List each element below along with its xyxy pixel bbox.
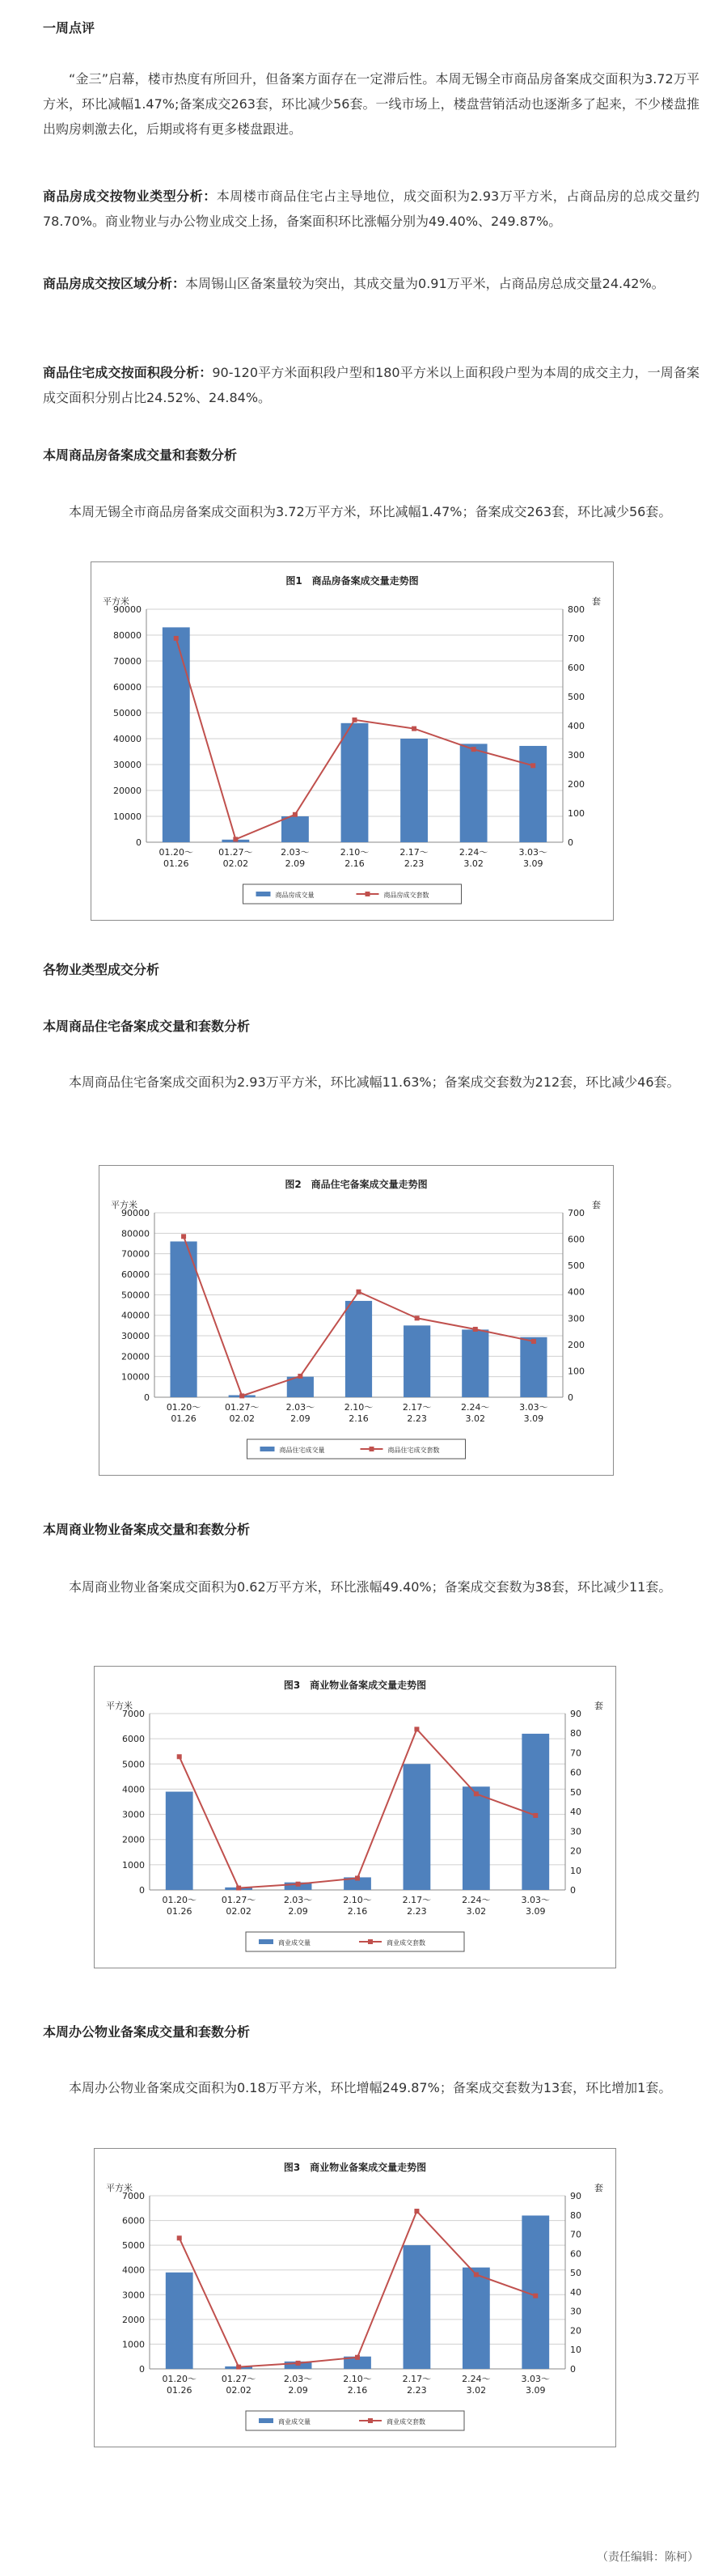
- section-title: 一周点评: [43, 20, 95, 36]
- x-tick-label: 2.17～: [402, 1402, 432, 1413]
- x-tick-label: 2.17～: [402, 2374, 432, 2384]
- legend-label: 商品房成交套数: [383, 892, 429, 899]
- chart-svg: [95, 1667, 615, 1968]
- analysis-text: 本周锡山区备案量较为突出，其成交量为0.91万平米，占商品房总成交量24.42%。: [185, 276, 665, 291]
- x-tick-label: 2.23: [407, 2385, 427, 2396]
- analysis-text: 90-120平方米面积段户型和180平方米以上面积段户型为本周的成交主力，一周备案成交面积分别占比24.52%、24.84%。: [43, 365, 699, 405]
- x-tick-label: 02.02: [226, 2385, 251, 2396]
- y-tick-label: 90000: [121, 1208, 150, 1218]
- bar: [404, 1325, 430, 1397]
- y2-tick-label: 20: [570, 1845, 581, 1857]
- y2-tick-label: 400: [568, 1286, 585, 1298]
- line-point: [353, 718, 357, 722]
- x-tick-label: 3.09: [526, 2385, 546, 2396]
- line-point: [533, 2294, 538, 2298]
- x-tick-label: 2.16: [344, 858, 365, 869]
- y-tick-label: 40000: [113, 734, 142, 744]
- x-tick-label: 2.24～: [459, 847, 488, 858]
- x-tick-label: 02.02: [222, 858, 249, 869]
- y2-tick-label: 0: [568, 837, 573, 848]
- y2-tick-label: 50: [570, 1786, 581, 1798]
- chart-1: [91, 561, 614, 921]
- chart-2: [99, 1165, 614, 1476]
- x-tick-label: 2.24～: [462, 2374, 491, 2384]
- y-tick-label: 30000: [113, 760, 142, 770]
- section-heading: 本周办公物业备案成交量和套数分析: [43, 2024, 251, 2040]
- x-tick-label: 3.02: [463, 858, 484, 869]
- x-tick-label: 2.10～: [343, 2374, 372, 2384]
- line-point: [357, 1290, 361, 1294]
- y2-tick-label: 80: [570, 2210, 581, 2221]
- x-tick-label: 3.03～: [521, 1895, 551, 1905]
- bar: [341, 723, 369, 842]
- y-tick-label: 6000: [122, 2215, 145, 2226]
- y2-tick-label: 60: [570, 2248, 581, 2260]
- analysis-lead: 商品房成交按区域分析：: [43, 276, 186, 291]
- line-point: [412, 727, 416, 731]
- y-tick-label: 60000: [121, 1269, 150, 1280]
- legend-swatch-bar: [259, 2418, 273, 2423]
- line-point: [415, 1316, 420, 1320]
- y2-tick-label: 100: [568, 808, 585, 819]
- x-tick-label: 01.27～: [221, 2374, 256, 2384]
- y-tick-label: 7000: [122, 2191, 145, 2201]
- x-tick-label: 2.23: [407, 1906, 427, 1917]
- y-tick-label: 1000: [122, 1859, 145, 1871]
- section-heading: 本周商业物业备案成交量和套数分析: [43, 1522, 251, 1537]
- bar: [166, 1792, 193, 1890]
- x-tick-label: 2.23: [404, 858, 425, 869]
- y2-tick-label: 70: [570, 1748, 581, 1759]
- x-tick-label: 01.26: [171, 1413, 197, 1424]
- line-point: [293, 812, 298, 817]
- section-paragraph: 本周无锡全市商品房备案成交面积为3.72万平方米，环比减幅1.47%；备案成交263套，环比减少56套。: [69, 504, 672, 519]
- chart-title: 图1 商品房备案成交量走势图: [285, 575, 419, 587]
- x-tick-label: 01.27～: [221, 1895, 256, 1905]
- x-tick-label: 01.20～: [166, 1402, 201, 1413]
- chart-4: [94, 2148, 616, 2447]
- y-tick-label: 90000: [113, 604, 142, 615]
- bar: [166, 2273, 193, 2369]
- x-tick-label: 2.09: [288, 1906, 308, 1917]
- analysis-lead: 商品住宅成交按面积段分析：: [43, 365, 213, 380]
- section-heading: 本周商品房备案成交量和套数分析: [43, 447, 238, 463]
- x-tick-label: 2.23: [407, 1413, 427, 1424]
- line-point: [533, 1813, 538, 1818]
- y-tick-label: 4000: [122, 1784, 145, 1795]
- y2-tick-label: 30: [570, 2306, 581, 2317]
- y2-tick-label: 800: [568, 604, 585, 615]
- y-tick-label: 20000: [113, 786, 142, 796]
- y2-tick-label: 40: [570, 1807, 581, 1818]
- y-tick-label: 30000: [121, 1331, 150, 1341]
- y2-tick-label: 30: [570, 1826, 581, 1837]
- y2-tick-label: 500: [568, 1260, 585, 1272]
- legend-label: 商业成交套数: [387, 2418, 425, 2426]
- y2-axis-unit: 套: [594, 1701, 603, 1711]
- chart-title: 图2 商品住宅备案成交量走势图: [285, 1179, 428, 1190]
- line-point: [177, 1754, 182, 1759]
- bar: [460, 744, 488, 842]
- y-tick-label: 70000: [121, 1248, 150, 1260]
- x-tick-label: 01.26: [166, 1906, 192, 1917]
- intro-paragraph: “金三”启幕，楼市热度有所回升，但备案方面存在一定滞后性。本周无锡全市商品房备案成交面积为3.72万平方米，环比减幅1.47%;备案成交263套，环比减少56套。一线市场上，楼盘营销活动也逐渐多了起来，不少楼盘推出购房刺激去化，后期或将有更多楼盘跟进。: [43, 71, 699, 137]
- line-point: [474, 2272, 479, 2277]
- chart-title: 图3 商业物业备案成交量走势图: [283, 1680, 427, 1691]
- y-tick-label: 3000: [122, 1809, 145, 1820]
- y-axis-unit: 平方米: [106, 2183, 133, 2193]
- y-tick-label: 80000: [113, 630, 142, 641]
- x-tick-label: 01.20～: [158, 847, 194, 858]
- x-tick-label: 01.26: [166, 2385, 192, 2396]
- y2-tick-label: 0: [570, 2364, 576, 2375]
- bar: [463, 1786, 490, 1890]
- y2-tick-label: 70: [570, 2229, 581, 2240]
- y-tick-label: 2000: [122, 1834, 145, 1845]
- y2-tick-label: 100: [568, 1366, 585, 1377]
- y2-tick-label: 300: [568, 750, 585, 761]
- y-tick-label: 7000: [122, 1709, 145, 1719]
- x-tick-label: 2.10～: [340, 847, 370, 858]
- y2-tick-label: 700: [568, 1208, 585, 1218]
- y2-tick-label: 0: [570, 1885, 576, 1896]
- y2-tick-label: 300: [568, 1313, 585, 1324]
- chart-3: [94, 1666, 616, 1968]
- y-axis-unit: 平方米: [106, 1701, 133, 1711]
- line-point: [236, 1886, 241, 1891]
- line-point: [355, 1875, 360, 1880]
- legend-swatch-bar: [256, 892, 271, 896]
- legend-swatch-point: [368, 1939, 373, 1944]
- analysis-text: 本周楼市商品住宅占主导地位，成交面积为2.93万平方米，占商品房的总成交量约78.70%。商业物业与办公物业成交上扬，备案面积环比涨幅分别为49.40%、249.87%。: [43, 189, 699, 229]
- x-tick-label: 01.26: [163, 858, 189, 869]
- y-tick-label: 40000: [121, 1310, 150, 1321]
- x-tick-label: 3.03～: [521, 2374, 551, 2384]
- legend-label: 商品住宅成交量: [279, 1447, 325, 1454]
- x-tick-label: 3.02: [466, 2385, 487, 2396]
- section-heading: 各物业类型成交分析: [43, 962, 160, 977]
- y-tick-label: 60000: [113, 682, 142, 693]
- x-tick-label: 01.27～: [218, 847, 253, 858]
- line-point: [355, 2355, 360, 2360]
- y-tick-label: 0: [144, 1392, 150, 1403]
- bar: [404, 1764, 431, 1890]
- y2-tick-label: 600: [568, 1234, 585, 1245]
- y-tick-label: 10000: [121, 1371, 150, 1383]
- y2-tick-label: 50: [570, 2268, 581, 2279]
- line-point: [239, 1393, 244, 1398]
- line-point: [296, 1882, 301, 1887]
- x-tick-label: 3.03～: [519, 1402, 548, 1413]
- bar: [520, 1337, 547, 1397]
- line-point: [296, 2361, 301, 2366]
- x-tick-label: 2.03～: [285, 1402, 315, 1413]
- x-tick-label: 3.09: [523, 1413, 544, 1424]
- y-tick-label: 5000: [122, 1759, 145, 1770]
- y2-axis-unit: 套: [592, 596, 601, 607]
- analysis-property-type: [43, 184, 699, 234]
- x-tick-label: 01.20～: [162, 2374, 197, 2384]
- x-tick-label: 02.02: [229, 1413, 255, 1424]
- x-tick-label: 2.03～: [283, 1895, 313, 1905]
- legend-swatch-bar: [259, 1939, 273, 1944]
- y-tick-label: 0: [136, 837, 142, 848]
- legend-label: 商业成交量: [278, 1939, 311, 1947]
- legend-swatch-bar: [260, 1447, 275, 1451]
- x-tick-label: 2.16: [347, 1906, 368, 1917]
- y2-axis-unit: 套: [592, 1200, 601, 1210]
- x-tick-label: 3.03～: [518, 847, 547, 858]
- chart-svg: [99, 1166, 613, 1475]
- y2-tick-label: 60: [570, 1767, 581, 1778]
- bar: [463, 2268, 490, 2369]
- y-axis-unit: 平方米: [103, 596, 129, 607]
- x-tick-label: 2.10～: [343, 1895, 372, 1905]
- y-tick-label: 0: [139, 2364, 145, 2375]
- bar: [462, 1329, 488, 1397]
- line-point: [414, 1727, 419, 1731]
- legend-label: 商品住宅成交套数: [387, 1447, 440, 1454]
- x-tick-label: 2.10～: [344, 1402, 374, 1413]
- analysis-area-band: [43, 360, 699, 410]
- x-tick-label: 2.03～: [283, 2374, 313, 2384]
- x-tick-label: 3.09: [522, 858, 543, 869]
- y-tick-label: 20000: [121, 1351, 150, 1362]
- x-tick-label: 2.17～: [399, 847, 429, 858]
- y-tick-label: 2000: [122, 2314, 145, 2325]
- y2-tick-label: 20: [570, 2325, 581, 2337]
- y-tick-label: 6000: [122, 1734, 145, 1745]
- y-tick-label: 70000: [113, 656, 142, 667]
- section-paragraph: 本周办公物业备案成交面积为0.18万平方米，环比增幅249.87%；备案成交套数为13套，环比增加1套。: [69, 2080, 672, 2095]
- y2-tick-label: 400: [568, 721, 585, 731]
- legend-label: 商业成交量: [278, 2418, 311, 2426]
- y2-tick-label: 700: [568, 633, 585, 644]
- y2-tick-label: 10: [570, 1865, 581, 1876]
- x-tick-label: 2.17～: [402, 1895, 432, 1905]
- y2-tick-label: 200: [568, 1339, 585, 1350]
- bar: [345, 1301, 372, 1397]
- y-tick-label: 10000: [113, 811, 142, 822]
- legend-swatch-point: [370, 1447, 374, 1451]
- x-tick-label: 2.24～: [461, 1402, 490, 1413]
- bar: [163, 627, 190, 842]
- section-paragraph: 本周商品住宅备案成交面积为2.93万平方米，环比减幅11.63%；备案成交套数为212套，环比减少46套。: [69, 1074, 680, 1090]
- y-tick-label: 80000: [121, 1228, 150, 1239]
- x-tick-label: 2.16: [347, 2385, 368, 2396]
- y2-tick-label: 10: [570, 2345, 581, 2356]
- line-point: [530, 763, 535, 768]
- line-point: [181, 1234, 186, 1239]
- x-tick-label: 2.09: [290, 1413, 311, 1424]
- x-tick-label: 3.02: [465, 1413, 486, 1424]
- analysis-region: [43, 271, 699, 296]
- chart-svg: [95, 2149, 615, 2447]
- y-tick-label: 1000: [122, 2339, 145, 2350]
- legend-label: 商业成交套数: [387, 1939, 425, 1947]
- y2-axis-unit: 套: [594, 2183, 603, 2193]
- x-tick-label: 01.27～: [224, 1402, 260, 1413]
- section-heading: 本周商品住宅备案成交量和套数分析: [43, 1019, 251, 1034]
- y2-tick-label: 500: [568, 692, 585, 702]
- bar: [519, 746, 547, 842]
- section-paragraph: 本周商业物业备案成交面积为0.62万平方米，环比涨幅49.40%；备案成交套数为38套，环比减少11套。: [69, 1579, 672, 1595]
- y2-tick-label: 90: [570, 2191, 581, 2201]
- line-point: [531, 1339, 536, 1344]
- bar: [404, 2245, 431, 2369]
- line-point: [298, 1374, 302, 1379]
- y2-tick-label: 40: [570, 2286, 581, 2298]
- y-tick-label: 4000: [122, 2265, 145, 2276]
- y2-tick-label: 80: [570, 1728, 581, 1739]
- y-tick-label: 50000: [121, 1290, 150, 1301]
- y2-tick-label: 0: [568, 1392, 573, 1403]
- line-point: [471, 747, 476, 752]
- x-tick-label: 2.03～: [281, 847, 310, 858]
- x-tick-label: 3.09: [526, 1906, 546, 1917]
- y-tick-label: 3000: [122, 2290, 145, 2301]
- x-tick-label: 2.09: [288, 2385, 308, 2396]
- legend-swatch-point: [368, 2418, 373, 2423]
- line-point: [236, 2365, 241, 2370]
- line-point: [174, 636, 179, 641]
- analysis-lead: 商品房成交按物业类型分析：: [43, 189, 217, 204]
- line-point: [233, 837, 238, 841]
- y-tick-label: 0: [139, 1885, 145, 1896]
- bar: [170, 1241, 197, 1397]
- x-tick-label: 02.02: [226, 1906, 251, 1917]
- legend-swatch-point: [366, 892, 370, 896]
- line-point: [414, 2209, 419, 2214]
- x-tick-label: 01.20～: [162, 1895, 197, 1905]
- y-tick-label: 5000: [122, 2240, 145, 2252]
- y2-tick-label: 200: [568, 779, 585, 790]
- line-point: [474, 1791, 479, 1796]
- bar: [400, 739, 428, 842]
- editor-credit: （责任编辑：陈柯）: [597, 2551, 699, 2564]
- y2-tick-label: 600: [568, 663, 585, 673]
- y-axis-unit: 平方米: [111, 1200, 137, 1210]
- y-tick-label: 50000: [113, 708, 142, 718]
- bar: [281, 816, 309, 842]
- chart-title: 图3 商业物业备案成交量走势图: [283, 2162, 427, 2173]
- y2-tick-label: 90: [570, 1709, 581, 1719]
- chart-svg: [91, 562, 613, 920]
- x-tick-label: 2.16: [349, 1413, 369, 1424]
- x-tick-label: 3.02: [466, 1906, 487, 1917]
- x-tick-label: 2.24～: [462, 1895, 491, 1905]
- legend-label: 商品房成交量: [275, 892, 315, 899]
- line-point: [473, 1327, 478, 1332]
- x-tick-label: 2.09: [285, 858, 306, 869]
- line-point: [177, 2235, 182, 2240]
